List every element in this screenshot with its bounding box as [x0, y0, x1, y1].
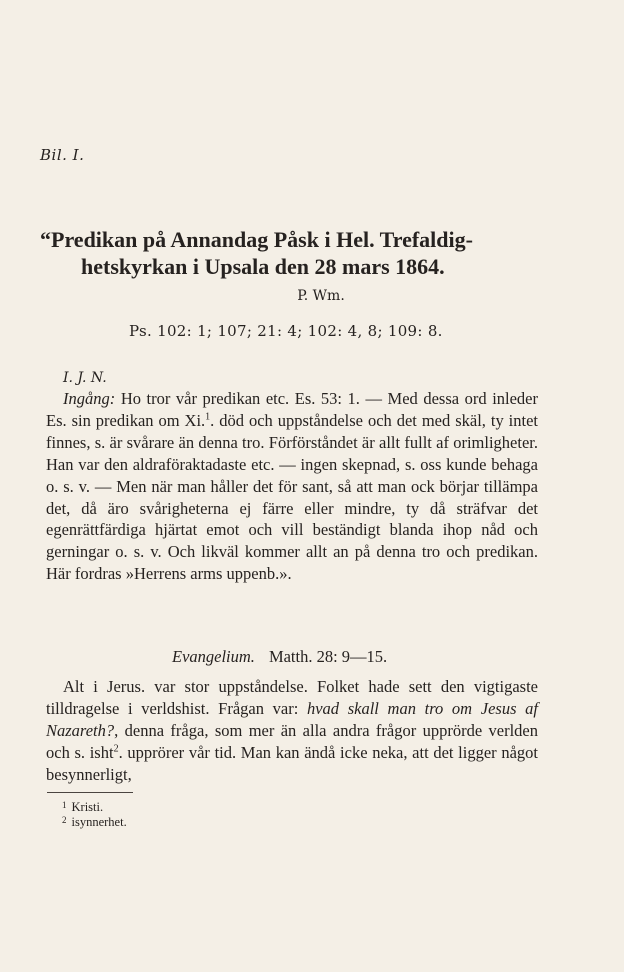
body-question: hvad skall man tro om Jesus af Nazareth?: [46, 698, 538, 740]
intro-label: Ingång:: [63, 389, 116, 408]
title-line-2: hetskyrkan i Upsala den 28 mars 1864.: [81, 254, 445, 279]
body-text-a: Alt i Jerus. var stor uppståndelse. Folket hade sett den vigtigaste tilldragelse i verldshist. Frågan var:: [46, 677, 538, 718]
gospel-heading: [172, 647, 387, 667]
footnote-divider: [47, 792, 133, 793]
footnote-1: [62, 800, 103, 815]
footnote-mark-2: 2: [113, 743, 119, 755]
gospel-reference: Matth. 28: 9—15.: [268, 647, 388, 666]
intro-text-a: Ho tror vår predikan etc. Es. 53: 1. — Med dessa ord inleder Es. sin predikan om Xi.: [46, 389, 539, 430]
footnote-1-text: Kristi.: [71, 800, 104, 814]
intro-text-b: . död och uppståndelse och det med skäl, ty intet finnes, s. är svårare än denna tro. Förförståndet är allt fullt af orimligheter. Han var den aldraföraktadaste etc. — ingen skepnad, s. oss kunde behaga o. s. v. — Men när man håller det för sant, så att man ock börjar tillämpa det, då äro svårigheterna ej färre eller mindre, ty då sträfvar det egenrättfärdiga hjärtat emot och vill beständigt blanda ihop nåd och gerningar o. s. v. Och likväl kommer allt an på denna tro och predikan. Här fordras »Herrens arms uppenb.».: [46, 410, 538, 584]
footnote-2-text: isynnerhet.: [71, 815, 127, 829]
invocation: I. J. N.: [63, 370, 107, 386]
footnote-2-number: 2: [62, 815, 67, 825]
body-text-b: , denna fråga, som mer än alla andra frågor upprörde verlden och s. isht: [46, 720, 538, 762]
footnote-mark-1: 1: [205, 411, 211, 423]
footnote-1-number: 1: [62, 800, 67, 810]
body-paragraph: [46, 676, 538, 786]
psalm-references: Ps. 102: 1; 107; 21: 4; 102: 4, 8; 109: 8.: [129, 322, 443, 340]
appendix-label: Bil. I.: [40, 146, 85, 164]
gospel-label: Evangelium.: [172, 647, 255, 666]
body-text-c: . upprörer vår tid. Man kan ändå icke neka, att det ligger något besynnerligt,: [46, 742, 538, 784]
author-initials: P. Wm.: [297, 288, 345, 304]
title-line-1: “Predikan på Annandag Påsk i Hel. Trefaldig-: [40, 227, 473, 252]
footnote-2: [62, 815, 127, 830]
introduction-paragraph: [46, 388, 538, 585]
sermon-title: [40, 226, 550, 280]
